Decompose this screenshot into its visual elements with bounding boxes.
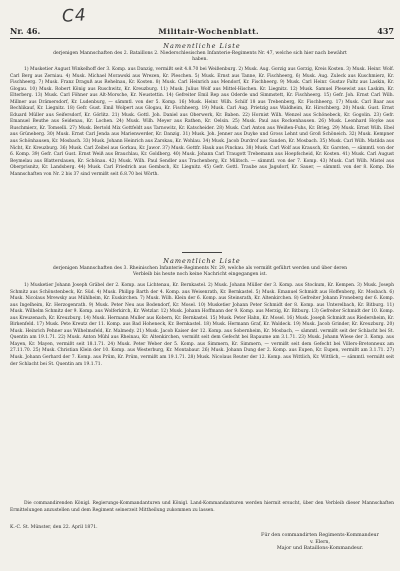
- header-rule: [10, 38, 394, 39]
- section2-body: 1) Musketier Johann Joseph Gräbel der 2. Komp. aus Lichtenau, Kr. Bernkastel. 2) Musk. Johann Müller der 3. Komp. aus Stockum, Kr. Kempen. 3) Musk. Joseph Schmitz aus Schönstenbeck, Kr. Süd. 4) Musk. Philipp Barth der 4. Komp. aus Weisenrath, Kr. Bernkastel. 5) Musk. Emanuel Schmidt aus Hoffenberg, Kr. Mosbach. 6) Musk. Nicolaus Mrewsky aus Mühlheim, Kr. Euskirchen. 7) Musk. Wilh. Klein der 6. Komp. aus Steinsrath, Kr. Altenkirchen. 8) Gefreiter Johann Froneberg der 6. Komp. aus Ingelheim, Kr. Herzogenrath. 9) Musk. Peter Neu aus Bodendorf, Kr. Mosel. 10) Musketier Johann Peter Schmidt der 8. Komp. aus Unterelbach, Kr. Bitburg. 11) Musk. Wilhelm Schmitz der 9. Komp. aus Wolferkirch, Kr. Wetzlar. 12) Musk. Johann Hoffmann der 9. Komp. aus Merzig, Kr. Bitburg. 13) Gefreiter Schmidt der 10. Komp. aus Kreuzenach, Kr. Kreuzburg. 14) Musk. Hermann Muller aus Kobern, Kr. Bernkastel. 15) Musk. Peter Hahn, Kr. Mosel. 16) Musk. Joseph Schmidt aus Riedersheim, Kr. Birkenfeld. 17) Musk. Pete Kreutz der 11. Komp. aus Bad Hoheneck, Kr. Bernkastel. 18) Musk. Hermann Graf, Kr. Waldeck. 19) Musk. Jacob Grinder, Kr. Kreuzburg. 20) Musk. Heinrich Pehner aus Wilhelmsfeld, Kr. Malmedy. 21) Musk. Jacob Kaiser der 12. Komp. aus Sobernheim, Kr. Mosbach, — sämmtl. vermißt seit der Schlacht bei St. Quentin am 19.1.71. 22) Musk. Anton Mühl aus Rheinau, Kr. Altenkirchen, vermißt seit dem Gefecht bei Bapaume am 3.1.71. 23) Musk. Johann Wiese der 3. Komp. aus Mayen, Kr. Mayen, vermißt seit 18.1.71. 24) Musk. Peter Weber der 5. Komp. aus Simmern, Kr. Simmern, — vermißt seit dem Gefecht bei Villers-Bretonneux am 27.11.70. 25) Musk. Christian Klein der 10. Komp. aus Westerburg, Kr. Montabaur. 26) Musk. Johann Dung der 2. Komp. aus Eupen, Kr. Eupen, vermißt am 3.1.71. 27) Musk. Johann Gerhard der 7. Komp. aus Prüm, Kr. Prüm, vermißt am 19.1.71. 28) Musk. Nicolaus Reuter der 12. Komp. aus Wittlich, Kr. Wittlich, — sämmtl. vermißt seit der Schlacht bei St. Quentin am 19.1.71.: [10, 283, 394, 367]
- signature-line-1: Für den commandirten Regiments-Kommandeur: [261, 533, 379, 538]
- handwritten-stamp: C4: [61, 5, 88, 27]
- section2-title: Namentliche Liste: [163, 257, 241, 265]
- section1-intro: derjenigen Mannschaften des 2. Bataillons 2. Niederschlesischen Infanterie-Regiments Nr. 47, welche sich hier nach bewährt haben.: [53, 51, 347, 63]
- document-page: [10, 6, 394, 566]
- section2-intro: derjenigen Mannschaften des 3. Rheinischen Infanterie-Regiments Nr. 29, welche als vermißt geführt werden und über deren Verbleib bis heute noch keine Nachricht eingegangen ist.: [52, 266, 348, 278]
- section1-title: Namentliche Liste: [163, 42, 241, 50]
- issue-number: Nr. 46.: [10, 26, 41, 36]
- section2-note: Die commandirenden Königl. Regierungs-Kommandanturen und Königl. Land-Kommandanturen werden hiermit ersucht, über den Verbleib dieser Mannschaften Ermittelungen anzustellen und dem Regiment seinerzeit Mittheilung zukommen zu lassen.: [10, 501, 394, 513]
- signature-rank: Major und Bataillons-Kommandeur.: [276, 546, 364, 552]
- section1-body: 1) Musketier August Winkelhoff der 3. Komp. aus Danzig, vermißt seit 4.8.70 bei Weißenburg. 2) Musk. Aug. Gorzig aus Gorzig, Kreis Kosten. 3) Musk. Heinr. Wolf. Carl Berg aus Zerniau. 4) Musk. Michael Morawski aus Wrezen, Kr. Pleschen. 5) Musk. Ernst aus Tanne, Kr. Fischheerg, 6) Musk. Aug. Zuleck aus Kuschmierz, Kr. Fischheerg. 7) Musk. Franz Draguß aus Rehelnau, Kr. Kosten. 8) Musk. Carl Heinrich aus Mendorf, Kr. Fischheerg. 9) Musk. Carl Heinr. Gustav Faltz aus Laskin, Kr. Glogau. 10) Musk. Robert König aus Ruschwitz, Kr. Kreuzburg. 11) Musk. Julius Wolf aus Mittel-Hischen. Kr. Liegnitz. 12) Musk. Samuel Plesewist aus Laskim, Kr. Elterberg. 13) Musk. Carl Föhner aus Alt-Morsche, Kr. Neustettin. 14) Gefreiter Emil Rep aus Oderde und Simmstett, Kr. Fischheerg. 15) Gefr. Joh. Ernst Carl Wilh. Millner aus Drämersdorf, Kr. Ludenburg, — sämmtl. von der 5. Komp. 16) Musk. Heinr. Wilh. Schilf 18 aus Trebenberg, Kr. Fischheerg. 17) Musk. Carl Baar aus Bechlikauf, Kr. Liegnitz. 18) Gefr. Gust. Emil Wolpert aus Glogau, Kr. Fischheerg. 19) Musk. Carl Aug. Prietzig aus Waldheim, Kr. Hirschberg. 20) Musk. Gust. Ernst Eduard Müller aus Seifersdorf, Kr. Görlitz. 21) Musk. Gottl. Joh. Daniel aus Oberwerk, Kr. Baben. 22) Hornist Wilh. Wenzel aus Schönebeck, Kr. Gogolin. 23) Gefr. Emanuel Beuthe aus Seidenau, Kr. Lochen. 24) Musk. Wilh. Meyer aus Rathen, Kr. Oelsin. 25) Musk. Paul aus Rockenhausen. 26) Musk. Leonhard Hoyke aus Ruschmierz, Kr. Tomselli. 27) Musk. Bertold Mix Gottfeldt aus Tarnowitz, Kr. Katscheider. 28) Musk. Carl Anton aus Weißen-Fuhs, Kr. Brieg. 29) Musk. Ernst Wilh. Ebel aus Grüneberg. 30) Musk. Ernst Carl Jenda aus Marienwerder, Kr. Danzig. 31) Musk. Joh. Jenner aus Duyke und Gross Lehnt und Groß Schöneich. 32) Musk. Kempner aus Schönhausen, Kr. Mosbach. 33) Musk. Johann Heinrich aus Zarskau, Kr. Wohlau. 34) Musk. Jacob Durdrof aus Sanden, Kr. Mosbach. 35) Musk. Carl Wilh. Matilda aus Nicht, Kr. Kreuzburg. 36) Musk. Carl Zeibel aus Gorkau, Kr. Jawor. 37) Musk. Gottfr. Hauk aus Pinckau. 38) Musk. Carl Wolf aus Krausch, Kr. Garsten, — sämmtl. von der 6. Komp. 39) Gefr. Carl Gust. Ernst Weiß aus Brauchlau, Kr. Goldberg. 40) Musk. Johann Carl Traugott Trebemann aus Hoepfscheid, Kr. Kosten. 41) Musk. Carl August Beymelau aus Blatterslauen, Kr. Schönau. 42) Musk. Wilh. Paul Sendler aus Trachenberg, Kr. Militsch. — sämmtl. von der 7. Komp. 43) Musk. Carl Wilh. Mistel aus Oberprisnitz, Kr. Landsberg. 44) Musk. Carl Friedrich aus Gembsch, Kr. Liegnitz. 45) Gefr. Gottl. Traube aus Jagsdorf, Kr. Sauer, — sämmtl. von der 8. Komp. Die Mannschaften von Nr. 2 bis 37 sind vermißt seit 6.8.70 bei Wörth.: [10, 67, 395, 177]
- page-number: 437: [377, 26, 394, 36]
- signature-block: [260, 533, 380, 553]
- closing-place-date: K.-C. St. Münster, den 22. April 1871.: [10, 525, 98, 530]
- page-header: [10, 25, 394, 37]
- section-divider: [182, 252, 222, 253]
- publication-title: Militair-Wochenblatt.: [158, 26, 260, 36]
- signature-name: v. Elern,: [310, 539, 330, 545]
